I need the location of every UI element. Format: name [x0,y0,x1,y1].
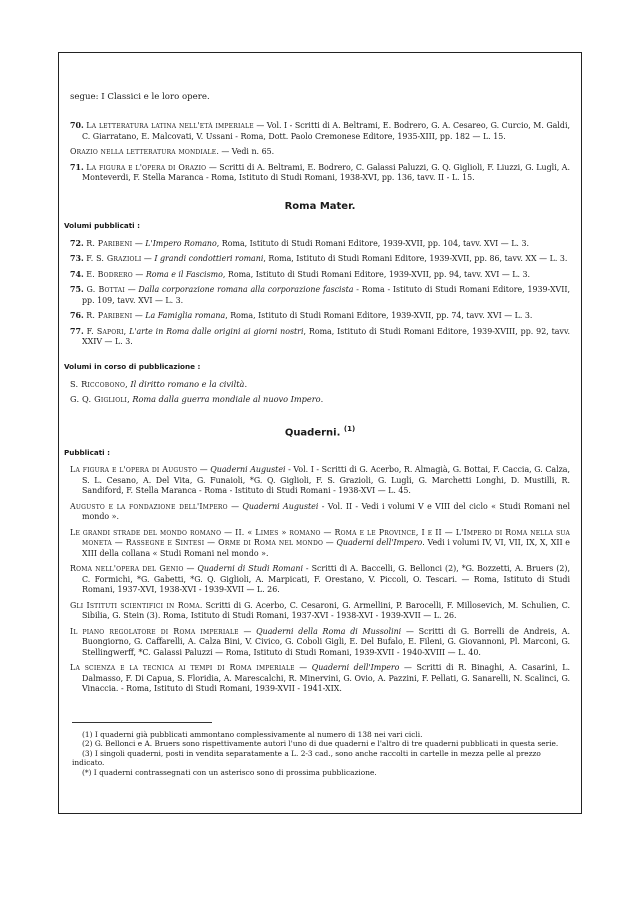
quaderni-published-label: Pubblicati : [64,447,110,457]
roma-mater-in-progress-list [70,379,570,405]
list-item: 74. E. Bodrero — Roma e il Fascismo, Roma, Istituto di Studi Romani Editore, 1939-XVII, pp. 94, tavv. XVI — L. 3. [70,269,531,279]
footnote: (1) I quaderni già pubblicati ammontano complessivamente al numero di 138 nei vari cicli. [82,730,423,739]
footnotes [72,730,572,777]
list-item: 72. R. Paribeni — L'Impero Romano, Roma, Istituto di Studi Romani Editore, 1939-XVII, pp. 104, tavv. XVI — L. 3. [70,238,529,248]
footnote: (3) I singoli quaderni, posti in vendita separatamente a L. 2-3 cad., sono anche raccolti in cartelle in mezza pelle al prezzo indicato. [72,748,541,768]
list-item: G. Q. Giglioli, Roma dalla guerra mondiale al nuovo Impero. [70,394,324,405]
roma-mater-in-progress-label: Volumi in corso di pubblicazione : [64,361,201,371]
list-item: Il piano regolatore di Roma imperiale — Quaderni della Roma di Mussolini — Scritti di G. Borrelli de Andreis, A. Buongiorno, G. Caffarelli, A. Calza Bini, V. Civico, G. Coboli Gigli, E. Del Bufalo, E. Fileni, G. Giovannoni, Pl. Marconi, G. Stellingwerff, *C. Galassi Paluzzi — Roma, Istituto di Studi Romani, 1939-XVII - 1940-XVIII — L. 40. [70,626,570,657]
document-content [64,92,570,700]
list-item: La figura e l'opera di Augusto — Quaderni Augustei - Vol. I - Scritti di G. Acerbo, R. Almagià, G. Bottai, F. Caccia, G. Calza, S. L. Cesano, A. Del Vita, G. Funaioli, *G. Q. Giglioli, F. S. Grazioli, G. Lugli, G. Marchetti Longhi, D. Mustilli, R. Sandiford, F. Stella Maranca - Roma - Istituto di Studi Romani - 1938-XVI — L. 45. [70,465,570,496]
list-item: 73. F. S. Grazioli — I grandi condottieri romani, Roma, Istituto di Studi Romani Editore, 1939-XVII, pp. 86, tavv. XX — L. 3. [70,254,568,264]
list-item: 77. F. Sapori, L'arte in Roma dalle origini ai giorni nostri, Roma, Istituto di Studi Romani Editore, 1939-XVIII, pp. 92, tavv. XXIV — L. 3. [70,326,570,347]
roma-mater-list [70,239,570,348]
list-item: Augusto e la fondazione dell'Impero — Quaderni Augustei - Vol. II - Vedi i volumi V e VIII del ciclo « Studi Romani nel mondo ». [70,501,570,522]
classici-list [70,121,570,184]
footnote-divider [72,722,212,723]
list-item: 75. G. Bottai — Dalla corporazione romana alla corporazione fascista - Roma - Istituto di Studi Romani Editore, 1939-XVII, pp. 109, tavv. XVI — L. 3. [70,285,570,305]
roma-mater-published-label: Volumi pubblicati : [64,221,141,231]
quaderni-list [70,465,570,695]
section-title-roma-mater: Roma Mater. [284,200,356,212]
list-item: 76. R. Paribeni — La Famiglia romana, Roma, Istituto di Studi Romani Editore, 1939-XVII, pp. 74, tavv. XVI — L. 3. [70,311,533,321]
list-item: Roma nell'opera del Genio — Quaderni di Studi Romani - Scritti di A. Baccelli, G. Bellonci (2), *G. Bozzetti, A. Bruers (2), C. Formichi, *G. Gabetti, *G. Q. Giglioli, A. Marpicati, F. Orestano, V. Piccoli, O. Tescari. — Roma, Istituto di Studi Romani, 1937-XVI, 1938-XVI - 1939-XVII — L. 26. [70,564,570,595]
section-title-quaderni: Quaderni. $^{(1)}$ [284,425,356,439]
list-item: La scienza e la tecnica ai tempi di Roma imperiale — Quaderni dell'Impero — Scritti di R. Binaghi, A. Casarini, L. Dalmasso, F. Di Capua, S. Floridia, A. Marescalchi, R. Minervini, G. Ovio, A. Pazzini, F. Pellati, G. Sanarelli, N. Scalinci, G. Vinaccia. - Roma, Istituto di Studi Romani, 1939-XVII - 1941-XIX. [70,663,570,694]
list-item: Le grandi strade del mondo romano — II. « Limes » romano — Roma e le Province, I e II — L'Impero di Roma nella sua moneta — Rassegne e Sintesi — Orme di Roma nel mondo — Quaderni dell'Impero. Vedi i volumi IV, VI, VII, IX, X, XII e XIII della collana « Studi Romani nel mondo ». [70,527,570,558]
intro-line: segue: I Classici e le loro opere. [70,92,210,102]
list-item: S. Riccobono, Il diritto romano e la civiltà. [70,379,248,390]
list-item: 70. La letteratura latina nell'età imperiale — Vol. I - Scritti di A. Beltrami, E. Bodrero, G. A. Cesareo, G. Curcio, M. Galdi, C. Giarratano, E. Malcovati, V. Ussani - Roma, Dott. Paolo Cremonese Editore, 1935-XIII, pp. 182 — L. 15. [70,121,570,141]
list-item: Gli Istituti scientifici in Roma. Scritti di G. Acerbo, C. Cesaroni, G. Armellini, P. Barocelli, F. Millosevich, M. Schulien, C. Sibilia, G. Stein (3). Roma, Istituto di Studi Romani, 1937-XVI - 1938-XVI - 1939-XVII — L. 26. [70,600,570,621]
list-item: 71. La figura e l'opera di Orazio — Scritti di A. Beltrami, E. Bodrero, C. Galassi Paluzzi, G. Q. Giglioli, F. Liuzzi, G. Lugli, A. Monteverdi, F. Stella Maranca - Roma, Istituto di Studi Romani, 1938-XVI, pp. 136, tavv. II - L. 15. [70,162,570,183]
list-item: Orazio nella letteratura mondiale. — Vedi n. 65. [70,147,275,157]
footnote: (*) I quaderni contrassegnati con un asterisco sono di prossima pubblicazione. [82,767,377,777]
footnote: (2) G. Bellonci e A. Bruers sono rispettivamente autori l'uno di due quaderni e l'altro di tre quaderni pubblicati in questa serie. [82,739,559,749]
